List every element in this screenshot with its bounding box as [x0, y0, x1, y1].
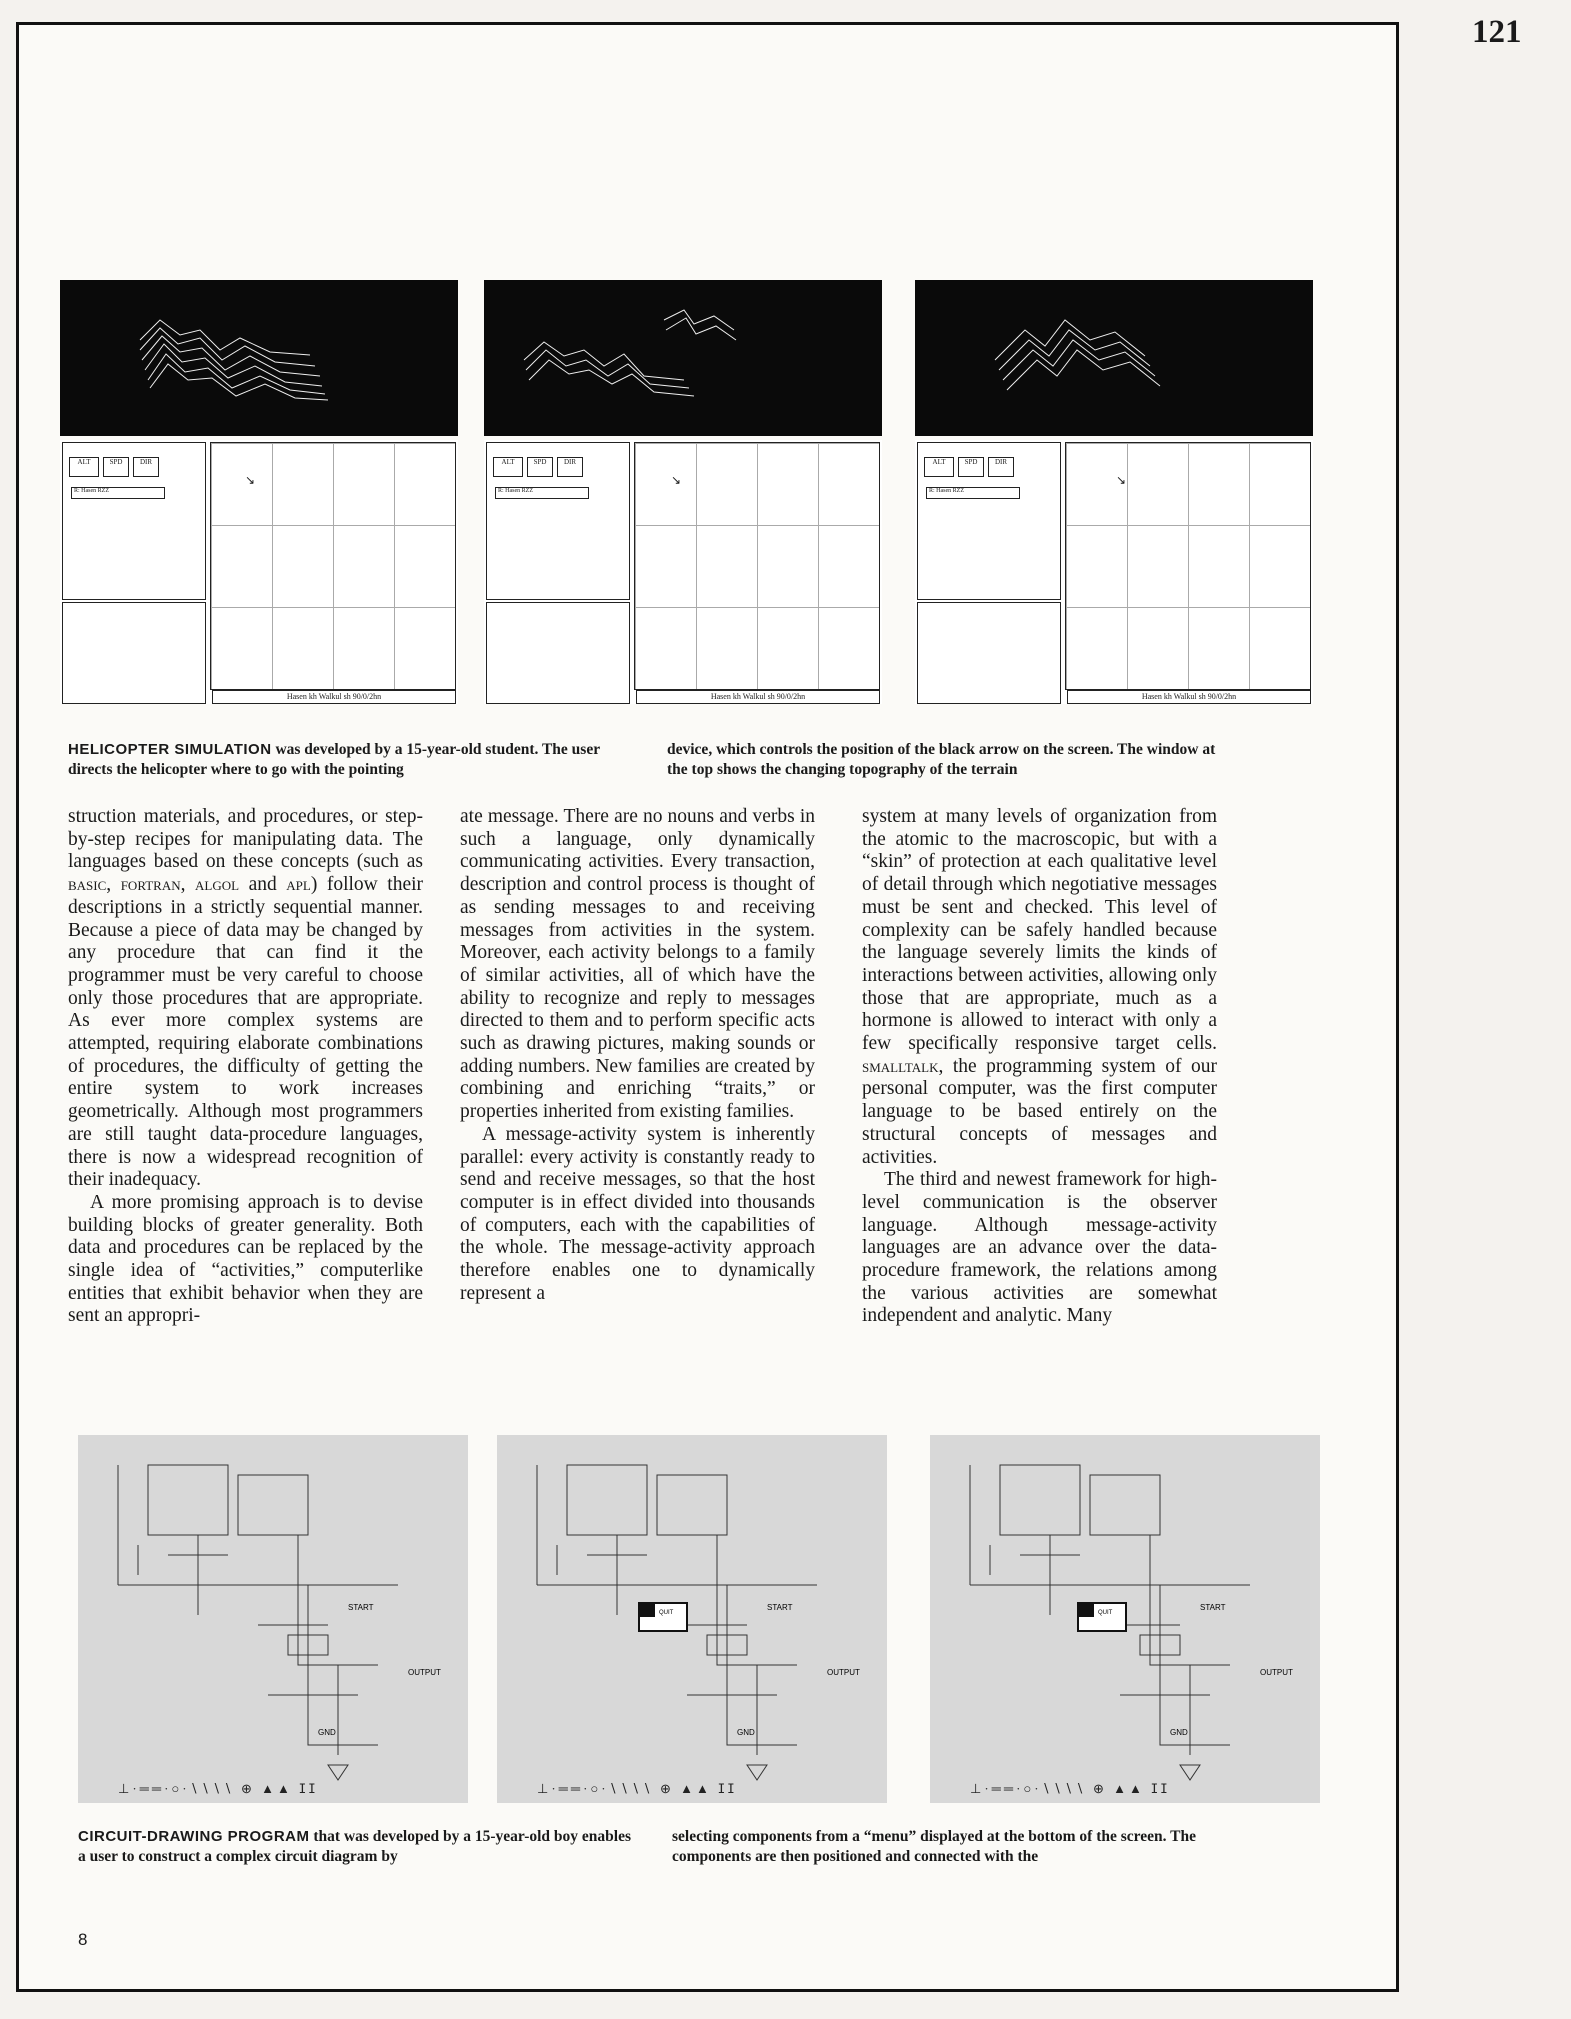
map-grid[interactable]: [634, 442, 880, 690]
map-grid[interactable]: [1065, 442, 1311, 690]
helicopter-screen-2: [484, 280, 882, 704]
alt-button[interactable]: ALT: [924, 457, 954, 477]
name-field: R: Hasen RZZ: [71, 487, 165, 499]
text-run: struction materials, and procedures, or step-by-step recipes for manipulating data. The languages based on these concepts (such as: [68, 806, 423, 873]
name-field: R: Hasen RZZ: [926, 487, 1020, 499]
control-box: [486, 442, 630, 600]
paragraph: [862, 806, 1217, 1169]
language-name: smalltalk: [862, 1055, 939, 1077]
name-field: R: Hasen RZZ: [495, 487, 589, 499]
helicopter-screen-3: [915, 280, 1313, 704]
quit-option[interactable]: QUIT: [659, 1610, 674, 1616]
black-arrow-icon: ↘: [245, 473, 256, 487]
article-column-2: [460, 806, 815, 1305]
quit-option[interactable]: QUIT: [1098, 1610, 1113, 1616]
helicopter-screen-1: [60, 280, 458, 704]
caption-text: was developed by a 15-year-old student. The user directs the helicopter where to go with the pointing: [68, 741, 600, 778]
article-column-3: [862, 806, 1217, 1328]
status-bar: Hasen kh Walkul sh 90/0/2hn: [636, 690, 880, 704]
text-run: ,: [180, 874, 196, 896]
caption-lead: HELICOPTER SIMULATION: [68, 741, 272, 758]
status-bar: Hasen kh Walkul sh 90/0/2hn: [1067, 690, 1311, 704]
language-name: basic: [68, 874, 107, 896]
helicopter-caption-right: device, which controls the position of the black arrow on the screen. The window at the top shows the changing topography of the terrain: [667, 741, 1216, 778]
language-name: fortran: [120, 874, 181, 896]
helicopter-ui: [484, 440, 882, 704]
circuit-diagram[interactable]: [930, 1435, 1320, 1803]
start-label: START: [348, 1603, 374, 1612]
control-box: [62, 442, 206, 600]
circuit-caption-right: selecting components from a “menu” displayed at the bottom of the screen. The components are then positioned and connected with the: [672, 1828, 1196, 1865]
paragraph: [68, 806, 423, 1192]
dir-button[interactable]: DIR: [988, 457, 1014, 477]
alt-button[interactable]: ALT: [493, 457, 523, 477]
circuit-diagram[interactable]: [497, 1435, 887, 1803]
footer-number: 8: [78, 1930, 88, 1949]
start-label: START: [1200, 1603, 1226, 1612]
helicopter-caption-left: [68, 740, 628, 780]
text-run: and: [239, 874, 287, 896]
black-arrow-icon: ↘: [671, 473, 682, 487]
side-box: [62, 602, 206, 704]
text-run: ) follow their descriptions in a strictly sequential manner. Because a piece of data may be changed by any procedure that can find it the programmer must be very careful to choose only those procedures that are appropriate. As ever more complex systems are attempted, requiring elaborate combinations of procedures, the difficulty of getting the entire system to work increases geometrically. Although most programmers are still taught data-procedure languages, there is now a widespread recognition of their inadequacy.: [68, 874, 424, 1191]
component-menu[interactable]: ⊥·══·○·∖∖∖∖ ⊕ ▲▲ ⵊⵊ: [970, 1781, 1171, 1796]
helicopter-ui: [60, 440, 458, 704]
text-run: ,: [106, 874, 121, 896]
gnd-label: GND: [318, 1728, 336, 1737]
circuit-caption-left: [78, 1827, 638, 1867]
circuit-screen-2: [497, 1435, 887, 1803]
paragraph: A more promising approach is to devise building blocks of greater generality. Both data and procedures can be replaced by the single idea of “activities,” computerlike entities that exhibit behavior when they are sent an appropri-: [68, 1191, 423, 1327]
circuit-diagram[interactable]: [78, 1435, 468, 1803]
caption-lead: CIRCUIT-DRAWING PROGRAM: [78, 1828, 310, 1845]
spd-button[interactable]: SPD: [527, 457, 553, 477]
popup-menu[interactable]: [1078, 1603, 1126, 1631]
dir-button[interactable]: DIR: [133, 457, 159, 477]
status-bar: Hasen kh Walkul sh 90/0/2hn: [212, 690, 456, 704]
paragraph: ate message. There are no nouns and verbs in such a language, only dynamically communicating activities. Every transaction, description and control process is thought of as sending messages to and receiving messages from activities in the system. Moreover, each activity belongs to a family of similar activities, all of which have the ability to recognize and reply to messages directed to them and to perform specific acts such as drawing pictures, making sounds or adding numbers. New families are created by combining and enriching “traits,” or properties inherited from existing families.: [460, 806, 815, 1123]
output-label: OUTPUT: [827, 1668, 860, 1677]
text-run: system at many levels of organization from the atomic to the macroscopic, but with a “skin” of protection at each qualitative level of detail through which negotiative messages must be sent and checked. This level of complexity can be safely handled because the language severely limits the kinds of interactions between activities, allowing only those that are appropriate, much as a hormone is allowed to interact with only a few specifically responsive target cells.: [862, 806, 1217, 1055]
terrain-window: [915, 280, 1313, 436]
paragraph: The third and newest framework for high-level communication is the observer language. Although message-activity languages are an advance over the data-procedure framework, the relations among the various activities are somewhat independent and analytic. Many: [862, 1169, 1217, 1327]
article-column-1: [68, 806, 423, 1328]
page-number: 121: [1472, 14, 1522, 50]
output-label: OUTPUT: [408, 1668, 441, 1677]
alt-button[interactable]: ALT: [69, 457, 99, 477]
terrain-graphic: [484, 280, 882, 436]
paragraph: A message-activity system is inherently parallel: every activity is constantly ready to send and receive messages, so that the host computer is in effect divided into thousands of computers, each with the capabilities of the whole. The message-activity approach therefore enables one to dynamically represent a: [460, 1123, 815, 1304]
output-label: OUTPUT: [1260, 1668, 1293, 1677]
dir-button[interactable]: DIR: [557, 457, 583, 477]
component-menu[interactable]: ⊥·══·○·∖∖∖∖ ⊕ ▲▲ ⵊⵊ: [537, 1781, 738, 1796]
caption-text: that was developed by a 15-year-old boy enables a user to construct a complex circuit diagram by: [78, 1828, 631, 1865]
control-box: [917, 442, 1061, 600]
terrain-graphic: [915, 280, 1313, 436]
circuit-screen-3: [930, 1435, 1320, 1803]
spd-button[interactable]: SPD: [958, 457, 984, 477]
start-label: START: [767, 1603, 793, 1612]
circuit-screen-1: [78, 1435, 468, 1803]
popup-menu[interactable]: [639, 1603, 687, 1631]
component-menu[interactable]: ⊥·══·○·∖∖∖∖ ⊕ ▲▲ ⵊⵊ: [118, 1781, 319, 1796]
side-box: [917, 602, 1061, 704]
terrain-window: [484, 280, 882, 436]
helicopter-ui: [915, 440, 1313, 704]
terrain-window: [60, 280, 458, 436]
language-name: apl: [286, 874, 311, 896]
gnd-label: GND: [1170, 1728, 1188, 1737]
gnd-label: GND: [737, 1728, 755, 1737]
language-name: algol: [195, 874, 240, 896]
terrain-graphic: [60, 280, 458, 436]
map-grid[interactable]: [210, 442, 456, 690]
text-run: , the programming system of our personal computer, was the first computer language to be based entirely on the structural concepts of messages and activities.: [862, 1055, 1217, 1168]
spd-button[interactable]: SPD: [103, 457, 129, 477]
side-box: [486, 602, 630, 704]
black-arrow-icon: ↘: [1116, 473, 1127, 487]
